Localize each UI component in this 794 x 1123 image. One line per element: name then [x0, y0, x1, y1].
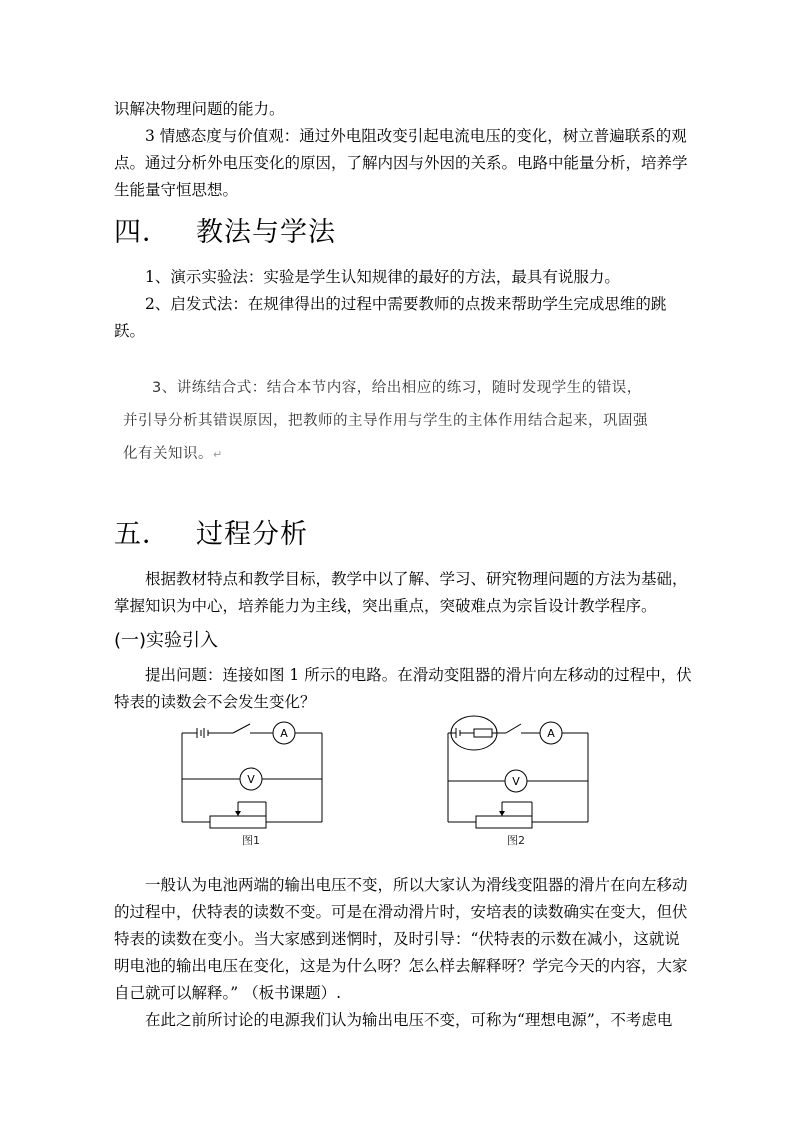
method-item-3-line-2: 并引导分析其错误原因，把教师的主导作用与学生的主体作用结合起来，巩固强	[123, 413, 648, 429]
section-4-heading	[114, 210, 336, 249]
paragraph-mark: ↵	[213, 448, 223, 461]
method-item-2: 2、启发式法：在规律得出的过程中需要教师的点拨来帮助学生完成思维的跳跃。	[114, 295, 667, 340]
figure-2-circuit	[436, 712, 596, 853]
section-5-title: 过程分析	[196, 519, 308, 550]
method-item-3-line-3	[123, 442, 223, 463]
voltmeter-label-2: V	[512, 775, 520, 788]
method-item-3-text: 化有关知识。	[123, 446, 213, 462]
method-item-1: 1、演示实验法：实验是学生认知规律的最好的方法，最具有说服力。	[145, 268, 620, 286]
section-4-title: 教法与学法	[196, 217, 336, 248]
voltmeter-label: V	[247, 773, 255, 786]
figure-1-circuit	[170, 718, 330, 853]
explanation-paragraph: 一般认为电池两端的输出电压不变，所以大家认为滑线变阻器的滑片在向左移动的过程中，伏特表的读数不变。可是在滑动滑片时，安培表的读数确实在变大，但伏特表的读数在变小。当大家感到迷惘时，及时引导：“伏特表的示数在减小，这就说明电池的输出电压在变化，这是为什么呀？怎么样去解释呀？学完今天的内容，大家自己就可以解释。” （板书课题）.	[114, 876, 688, 1002]
ammeter-label-2: A	[547, 727, 555, 740]
section-4-number: 四．	[114, 217, 170, 248]
section-5-number: 五．	[114, 519, 170, 550]
paragraph-ability: 识解决物理问题的能力。	[114, 100, 285, 118]
ideal-source-paragraph: 在此之前所讨论的电源我们认为输出电压不变，可称为“理想电源”，不考虑电	[145, 1011, 673, 1029]
subsection-experiment: (一)实验引入	[114, 630, 219, 651]
ammeter-label: A	[280, 727, 288, 740]
paragraph-values: 3 情感态度与价值观：通过外电阻改变引起电流电压的变化，树立普遍联系的观点。通过分析外电压变化的原因，了解内因与外因的关系。电路中能量分析，培养学生能量守恒思想。	[114, 127, 688, 199]
figure-2-caption: 图2	[507, 834, 525, 847]
process-intro: 根据教材特点和教学目标，教学中以了解、学习、研究物理问题的方法为基础，掌握知识为中心，培养能力为主线，突出重点，突破难点为宗旨设计教学程序。	[114, 570, 688, 615]
method-item-3-line-1: 3、讲练结合式：结合本节内容，给出相应的练习，随时发现学生的错误，	[152, 380, 642, 396]
section-5-heading	[114, 512, 308, 551]
question-paragraph: 提出问题：连接如图 1 所示的电路。在滑动变阻器的滑片向左移动的过程中，伏特表的读数会不会发生变化？	[114, 666, 692, 711]
figure-1-caption: 图1	[242, 834, 260, 847]
